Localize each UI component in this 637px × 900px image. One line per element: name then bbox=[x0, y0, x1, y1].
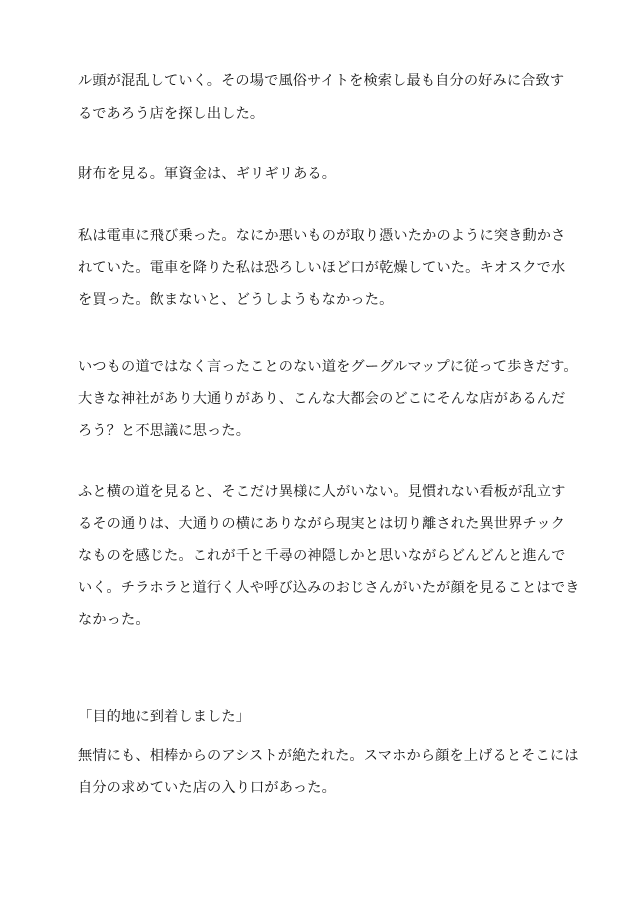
paragraph-line: 財布を見る。軍資金は、ギリギリある。 bbox=[78, 166, 337, 182]
paragraph-line: るであろう店を探し出した。 bbox=[78, 106, 265, 122]
paragraph-line: るその通りは、大通りの横にありながら現実とは切り離された異世界チック bbox=[78, 516, 566, 532]
paragraph-line: 自分の求めていた店の入り口があった。 bbox=[78, 780, 336, 796]
paragraph-line: 大きな神社があり大通りがあり、こんな大都会のどこにそんな店があるんだ bbox=[78, 391, 566, 407]
paragraph-line: ふと横の道を見ると、そこだけ異様に人がいない。見慣れない看板が乱立す bbox=[78, 484, 566, 500]
paragraph-line: なものを感じた。これが千と千尋の神隠しかと思いながらどんどんと進んで bbox=[78, 548, 566, 564]
paragraph-line: いく。チラホラと道行く人や呼び込みのおじさんがいたが顔を見ることはでき bbox=[78, 580, 580, 596]
dialogue-line: 「目的地に到着しました」 bbox=[78, 709, 251, 725]
paragraph-line: ろう？と不思議に思った。 bbox=[78, 423, 251, 439]
paragraph-line: いつもの道ではなく言ったことのない道をグーグルマップに従って歩きだす。 bbox=[78, 359, 578, 375]
paragraph-line: ル頭が混乱していく。その場で風俗サイトを検索し最も自分の好みに合致す bbox=[78, 73, 565, 89]
paragraph-line: なかった。 bbox=[78, 612, 150, 628]
paragraph-line: を買った。飲まないと、どうしようもなかった。 bbox=[78, 292, 394, 308]
paragraph-line: 私は電車に飛び乗った。なにか悪いものが取り憑いたかのように突き動かさ bbox=[78, 228, 566, 244]
paragraph-line: れていた。電車を降りた私は恐ろしいほど口が乾燥していた。キオスクで水 bbox=[78, 260, 566, 276]
paragraph-line: 無情にも、相棒からのアシストが絶たれた。スマホから顔を上げるとそこには bbox=[78, 748, 579, 764]
